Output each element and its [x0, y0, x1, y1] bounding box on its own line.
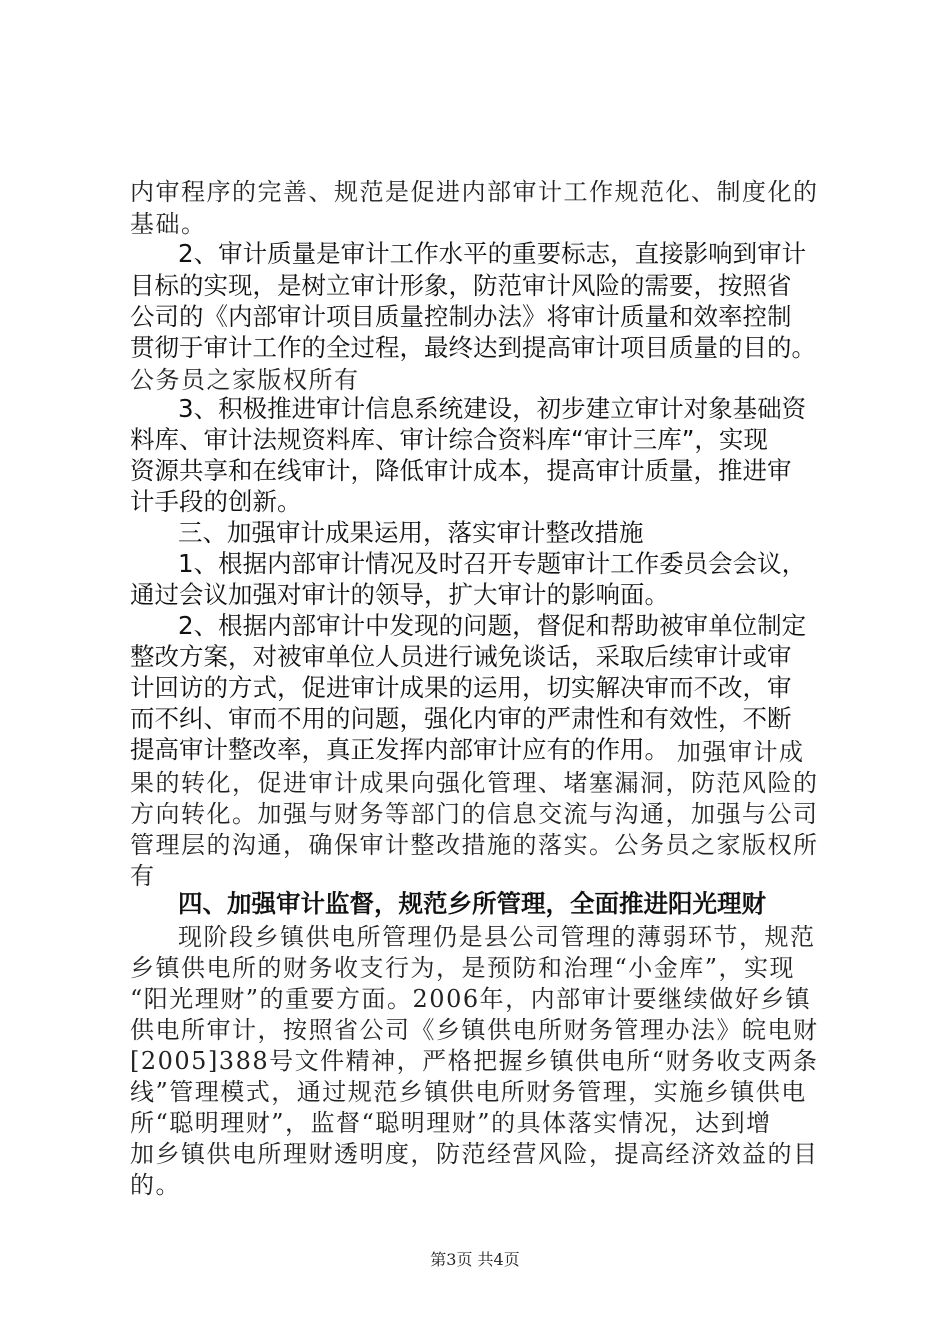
section-heading: 三、加强审计成果运用，落实审计整改措施 [178, 518, 644, 547]
text-line: 加乡镇供电所理财透明度，防范经营风险，提高经济效益的目 [130, 1140, 819, 1168]
text-line: 线”管理模式，通过规范乡镇供电所财务管理，实施乡镇供电 [130, 1078, 807, 1106]
text-line: 有 [130, 862, 156, 890]
text-line: 贯彻于审计工作的全过程，最终达到提高审计项目质量的目的。 [130, 333, 816, 362]
text-line: 基础。 [130, 210, 207, 238]
text-line: 计手段的创新。 [130, 487, 302, 516]
text-line: 2、根据内部审计中发现的问题，督促和帮助被审单位制定 [178, 611, 807, 640]
text-line: 的。 [130, 1171, 181, 1199]
text-line: 1、根据内部审计情况及时召开专题审计工作委员会会议， [178, 549, 807, 578]
text-line: 方向转化。加强与财务等部门的信息交流与沟通，加强与公司 [130, 800, 819, 828]
text-line: 资源共享和在线审计，降低审计成本，提高审计质量，推进审 [130, 456, 792, 485]
text-line: “阳光理财”的重要方面。2006年，内部审计要继续做好乡镇 [130, 985, 812, 1013]
text-line: 料库、审计法规资料库、审计综合资料库“审计三库”，实现 [130, 425, 768, 454]
text-line: 提高审计整改率，真正发挥内部审计应有的作用。 [130, 735, 669, 764]
text-line: 内审程序的完善、规范是促进内部审计工作规范化、制度化的 [130, 178, 819, 206]
text-line: 2、审计质量是审计工作水平的重要标志，直接影响到审计 [178, 239, 807, 268]
text-line: 乡镇供电所的财务收支行为，是预防和治理“小金库”，实现 [130, 954, 796, 982]
text-line: 加强审计成 [677, 738, 805, 766]
text-line: 整改方案，对被审单位人员进行诫免谈话，采取后续审计或审 [130, 642, 792, 671]
text-line: 管理层的沟通，确保审计整改措施的落实。公务员之家版权所 [130, 831, 819, 859]
text-line: 计回访的方式，促进审计成果的运用，切实解决审而不改，审 [130, 673, 792, 702]
text-line: 供电所审计，按照省公司《乡镇供电所财务管理办法》皖电财 [130, 1016, 819, 1044]
text-line: 3、积极推进审计信息系统建设，初步建立审计对象基础资 [178, 394, 807, 423]
text-line: 公司的《内部审计项目质量控制办法》将审计质量和效率控制 [130, 302, 792, 331]
text-line: 现阶段乡镇供电所管理仍是县公司管理的薄弱环节，规范 [178, 923, 816, 951]
section-heading: 四、加强审计监督，规范乡所管理，全面推进阳光理财 [178, 889, 766, 918]
text-line: 目标的实现，是树立审计形象，防范审计风险的需要，按照省 [130, 271, 792, 300]
text-line: 果的转化，促进审计成果向强化管理、堵塞漏洞，防范风险的 [130, 769, 819, 797]
text-line: 而不纠、审而不用的问题，强化内审的严肃性和有效性，不断 [130, 704, 792, 733]
page-footer: 第3页 共4页 [430, 1250, 520, 1269]
text-line: 通过会议加强对审计的领导，扩大审计的影响面。 [130, 580, 669, 609]
text-line: 公务员之家版权所有 [130, 366, 360, 394]
text-line: [2005]388号文件精神，严格把握乡镇供电所“财务收支两条 [130, 1047, 819, 1075]
text-line: 所“聪明理财”，监督“聪明理财”的具体落实情况，达到增 [130, 1109, 772, 1137]
